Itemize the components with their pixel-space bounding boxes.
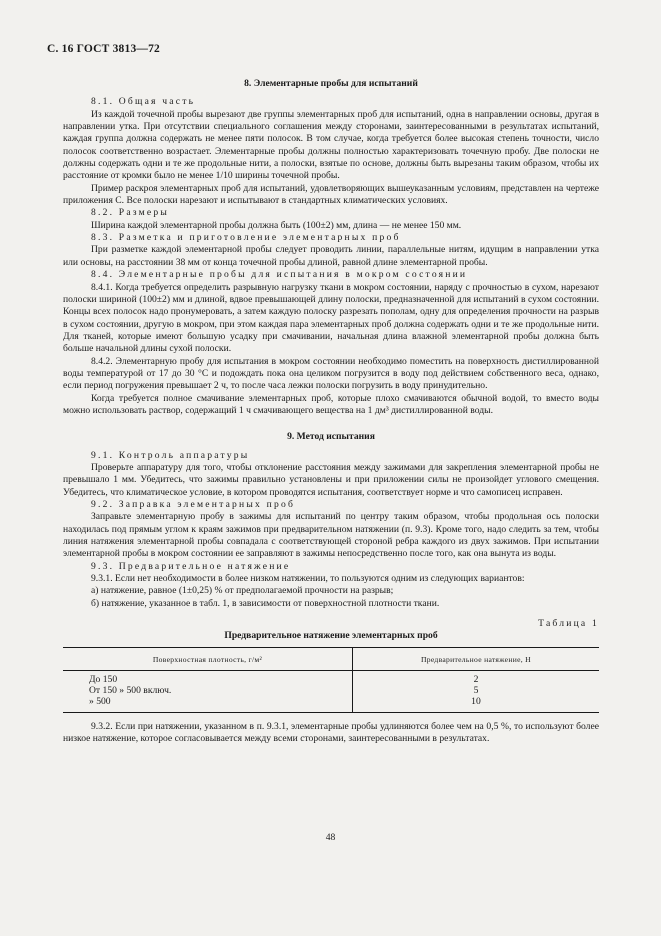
paragraph-8-4-2: 8.4.2. Элементарную пробу для испытания в мокром состоянии необходимо поместить на поверхность дистиллированной воды температурой от 17 до 30 °С и подождать пока она целиком погрузится в воду под действием собственного веса, однако, если период погружения превышает 2 ч, то после часа лежки полоски погрузить в воду принудительно.	[63, 355, 599, 392]
subsection-8-2-heading: 8.2. Размеры	[91, 207, 170, 219]
tension-cell: 2	[473, 673, 479, 685]
subsection-9-3-heading: 9.3. Предварительное натяжение	[91, 560, 291, 572]
paragraph-9-3-1: 9.3.1. Если нет необходимости в более низком натяжении, то пользуются одним из следующих вариантов:	[91, 573, 525, 585]
tension-cell: 10	[352, 696, 599, 712]
subsection-8-1-heading: 8.1. Общая часть	[91, 96, 196, 108]
table-row	[63, 685, 599, 696]
density-cell: » 500	[63, 696, 352, 712]
paragraph-8-4-1: 8.4.1. Когда требуется определить разрывную нагрузку ткани в мокром состоянии, наряду с прочностью в сухом, нарезают полоски шириной (100±2) мм и длиной, вдвое превышающей длину полоски, предназначенной для испытаний в сухом состоянии. Концы всех полосок надо пронумеровать, а затем каждую полоску разрезать пополам, одну для определения прочности на разрыв в сухом состоянии, другую в мокром, при этом каждая пара элементарных проб должна содержать одни и те же продольные нити. Для тканей, которые имеют большую усадку при смачивании, начальная длина влажной элементарной пробы должна быть больше начальной длины сухой полоски.	[63, 281, 599, 355]
subsection-9-1-heading: 9.1. Контроль аппаратуры	[91, 449, 250, 461]
paragraph-8-2: Ширина каждой элементарной пробы должна быть (100±2) мм, длина — не менее 150 мм.	[91, 219, 462, 231]
tension-table	[63, 647, 599, 713]
density-cell: До 150	[63, 670, 352, 685]
tension-cell: 5	[473, 685, 479, 697]
subsection-8-3-heading: 8.3. Разметка и приготовление элементарных проб	[91, 232, 401, 244]
paragraph-9-3-2: 9.3.2. Если при натяжении, указанном в п. 9.3.1, элементарные пробы удлиняются более чем на 0,5 %, то используют более низкое натяжение, которое согласовывается между всеми сторонами, заинтересованными в результатах.	[63, 720, 599, 744]
paragraph-8-4-2-b: Когда требуется полное смачивание элементарных проб, которые плохо смачиваются обычной водой, то вместо воды можно использовать раствор, содержащий 1 ч смачивающего вещества на 1 дм³ дистиллированной воды.	[63, 392, 599, 416]
subsection-8-4-heading: 8.4. Элементарные пробы для испытания в мокром состоянии	[91, 269, 468, 281]
paragraph-9-1: Проверьте аппаратуру для того, чтобы отклонение расстояния между зажимами для закрепления элементарной пробы не превышало 1 мм. Убедитесь, что зажимы правильно установлены и при приложении силы не произойдет углового смещения. Убедитесь, что климатическое условие, в котором проводятся испытания, соответствует норме и что самописец исправен.	[63, 461, 599, 498]
paragraph-8-3: При разметке каждой элементарной пробы следует проводить линии, параллельные нитям, идущим в направлении утка или основы, на расстоянии 38 мм от конца точечной пробы длиной, равной длине элементарной пробы.	[63, 244, 599, 268]
table-caption: Таблица 1	[538, 618, 599, 630]
page-content	[63, 78, 599, 745]
page-number: 48	[325, 832, 336, 843]
column-header-tension: Предварительное натяжение, Н	[352, 647, 599, 670]
list-item-b: б) натяжение, указанное в табл. 1, в зависимости от поверхностной плотности ткани.	[91, 597, 440, 609]
column-header-density: Поверхностная плотность, г/м²	[63, 647, 352, 670]
list-item-a: а) натяжение, равное (1±0,25) % от предполагаемой прочности на разрыв;	[91, 585, 394, 597]
section-8-title: 8. Элементарные пробы для испытаний	[244, 78, 418, 89]
paragraph-8-1-a: Из каждой точечной пробы вырезают две группы элементарных проб для испытаний, одна в направлении основы, другая в направлении утка. При отсутствии специального соглашения между сторонами, заинтересованными в результатах испытаний, каждая группа должна содержать не менее пяти полосок. В том случае, когда требуется более высокая степень точности, число полосок соответственно возрастает. Элементарные пробы должны полностью характеризовать точечную пробу. Две полоски не должны содержать одни и те же продольные нити, а полоски, взятые по основе, должны быть вырезаны таким образом, чтобы их расстояние от кромки было не менее 1/10 ширины точечной пробы.	[63, 108, 599, 182]
table-row	[63, 696, 599, 712]
paragraph-9-2: Заправьте элементарную пробу в зажимы для испытаний по центру таким образом, чтобы продольная ось полоски находилась под прямым углом к краям зажимов при предварительном натяжении (п. 9.3). Кроме того, надо следить за тем, чтобы линия натяжения элементарной пробы совпадала с соответствующей стороной ребра каждого из двух зажимов. При испытании элементарной пробы в мокром состоянии ее заправляют в зажимы непосредственно после того, как она вынута из воды.	[63, 511, 599, 560]
page-header: С. 16 ГОСТ 3813—72	[47, 43, 160, 55]
density-cell: От 150 » 500 включ.	[63, 685, 352, 696]
table-title: Предварительное натяжение элементарных проб	[224, 630, 438, 642]
table-row	[63, 670, 599, 685]
paragraph-8-1-b: Пример раскроя элементарных проб для испытаний, удовлетворяющих вышеуказанным условиям, представлен на чертеже приложения С. Все полоски нарезают и испытывают в стандартных климатических условиях.	[63, 182, 599, 207]
section-9-title: 9. Метод испытания	[287, 431, 375, 443]
subsection-9-2-heading: 9.2. Заправка элементарных проб	[91, 499, 296, 510]
